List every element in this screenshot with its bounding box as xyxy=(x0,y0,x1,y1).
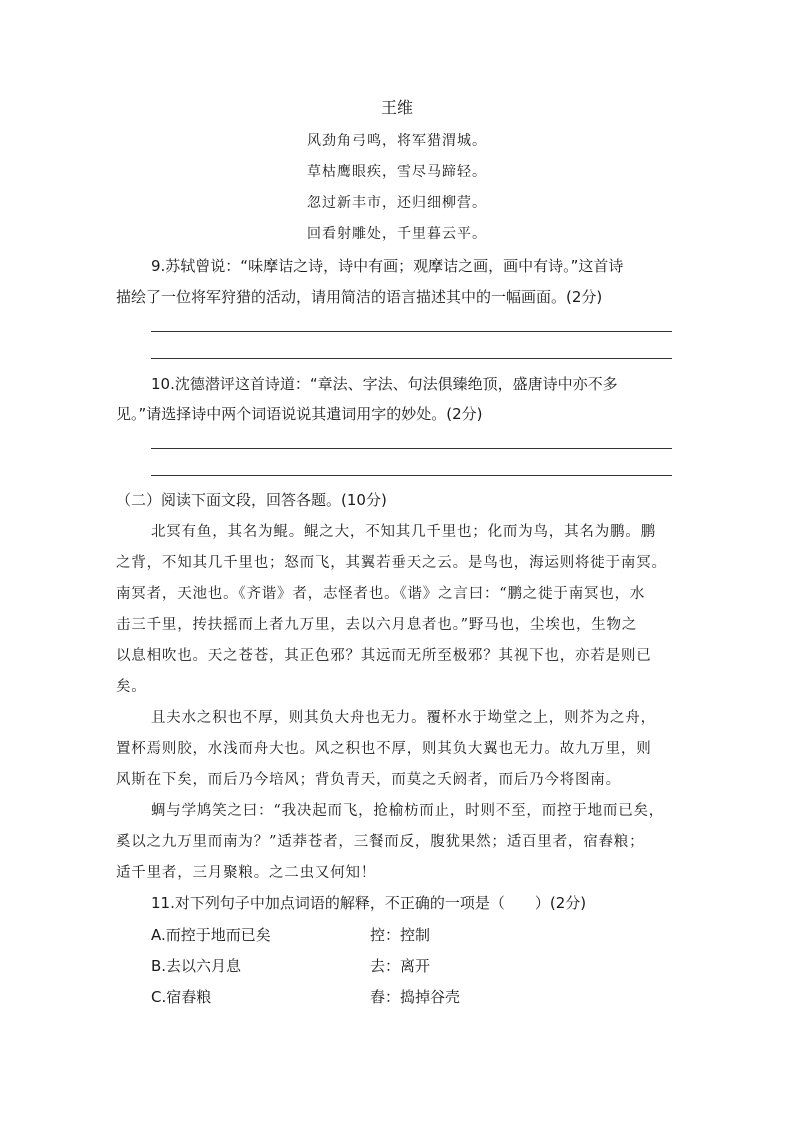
q9-text-line-2: 描绘了一位将军狩猎的活动，请用简洁的语言描述其中的一幅画面。(2分) xyxy=(116,288,603,306)
q9-text-line-1: 9.苏轼曾说：“味摩诘之诗，诗中有画；观摩诘之画，画中有诗。”这首诗 xyxy=(151,257,624,275)
passage-line: 置杯焉则胶，水浅而舟大也。风之积也不厚，则其负大翼也无力。故九万里，则 xyxy=(116,741,652,757)
poem-line-2: 草枯鹰眼疾，雪尽马蹄轻。 xyxy=(307,164,487,180)
q10-text-line-1: 10.沈德潜评这首诗道：“章法、字法、句法俱臻绝顶，盛唐诗中亦不多 xyxy=(151,375,618,393)
passage-line: 以息相吹也。天之苍苍，其正色邪？其远而无所至极邪？其视下也，亦若是则已 xyxy=(116,648,652,664)
passage-line: 适千里者，三月聚粮。之二虫又何知！ xyxy=(116,865,377,881)
poem-line-1: 风劲角弓鸣，将军猎渭城。 xyxy=(307,133,487,149)
q10-answer-line-1[interactable] xyxy=(151,448,672,449)
q11-option-c-gloss: 舂：捣掉谷壳 xyxy=(370,988,461,1006)
poem-line-4: 回看射雕处，千里暮云平。 xyxy=(307,226,487,242)
passage-line: 且夫水之积也不厚，则其负大舟也无力。覆杯水于坳堂之上，则芥为之舟， xyxy=(151,710,656,726)
q10-answer-line-2[interactable] xyxy=(151,475,672,476)
q11-option-c-label[interactable]: C.宿舂粮 xyxy=(151,988,212,1006)
q11-option-b-gloss: 去：离开 xyxy=(370,957,431,975)
passage-line: 奚以之九万里而南为？”适莽苍者，三餐而反，腹犹果然；适百里者，宿舂粮； xyxy=(116,834,645,850)
passage-line: 之背，不知其几千里也；怒而飞，其翼若垂天之云。是鸟也，海运则将徙于南冥。 xyxy=(116,555,667,571)
passage-line: 南冥者，天池也。《齐谐》者，志怪者也。《谐》之言曰：“鹏之徙于南冥也，水 xyxy=(116,586,646,602)
q9-answer-line-1[interactable] xyxy=(151,331,672,332)
q11-stem: 11.对下列句子中加点词语的解释，不正确的一项是（ ）(2分) xyxy=(151,894,587,912)
q10-text-line-2: 见。”请选择诗中两个词语说说其遣词用字的妙处。(2分) xyxy=(116,405,483,423)
q11-option-a-gloss: 控：控制 xyxy=(370,926,431,944)
q11-option-b-label[interactable]: B.去以六月息 xyxy=(151,957,242,975)
passage-line: 北冥有鱼，其名为鲲。鲲之大，不知其几千里也；化而为鸟，其名为鹏。鹏 xyxy=(151,524,656,540)
passage-line: 击三千里，抟扶摇而上者九万里，去以六月息者也。”野马也，尘埃也，生物之 xyxy=(116,617,638,633)
passage-line: 蜩与学鸠笑之曰：“我决起而飞，抢榆枋而止，时则不至，而控于地而已矣， xyxy=(151,803,665,819)
passage-line: 矣。 xyxy=(116,679,147,695)
passage-line: 风斯在下矣，而后乃今培风；背负青天，而莫之夭阏者，而后乃今将图南。 xyxy=(116,772,621,788)
q9-answer-line-2[interactable] xyxy=(151,358,672,359)
poem-author: 王维 xyxy=(380,98,413,117)
q11-option-a-label[interactable]: A.而控于地而已矣 xyxy=(151,926,271,944)
poem-line-3: 忽过新丰市，还归细柳营。 xyxy=(307,195,487,211)
section-heading: （二）阅读下面文段，回答各题。(10分) xyxy=(116,491,387,509)
